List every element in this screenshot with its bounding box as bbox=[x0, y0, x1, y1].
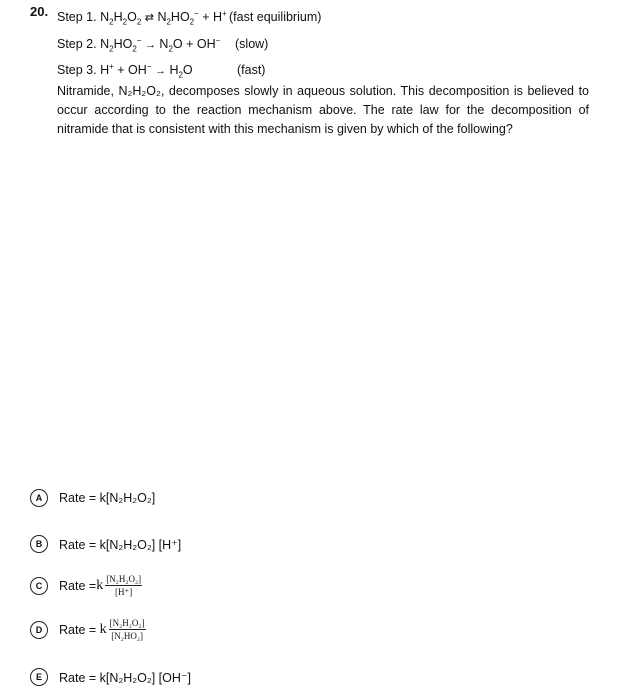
choice-letter-circle[interactable]: B bbox=[30, 535, 48, 553]
choice-letter-circle[interactable]: D bbox=[30, 621, 48, 639]
choice-text: Rate = k[N₂H₂O₂] bbox=[59, 491, 156, 505]
choice-text: Rate = k[N₂H₂O₂] [H⁺] bbox=[59, 537, 182, 552]
choice-text: Rate = k[N₂H₂O₂] [OH⁻] bbox=[59, 670, 191, 685]
choice-letter-circle[interactable]: C bbox=[30, 577, 48, 595]
mechanism-step-2 bbox=[57, 35, 221, 54]
rate-constant: k bbox=[99, 621, 107, 637]
fraction-denominator: [N₂HO₂] bbox=[111, 631, 143, 641]
step-equation: $N_2H_2O_2$ ⇄ $N_2HO_2^- + H^+$ bbox=[100, 8, 227, 27]
rate-constant: k bbox=[96, 578, 104, 593]
choice-letter-circle[interactable]: E bbox=[30, 668, 48, 686]
question-text: Nitramide, N₂H₂O₂, decomposes slowly in aqueous solution. This decomposition is believed to occur according to the reaction mechanism above. The rate law for the decomposition of nitramide that is consistent with this mechanism is given by which of the following? bbox=[57, 84, 589, 136]
step-3-note: (fast) bbox=[237, 63, 266, 77]
step-label: Step 2. bbox=[57, 37, 97, 51]
step-2-note: (slow) bbox=[235, 37, 269, 51]
step-label: Step 3. bbox=[57, 63, 97, 77]
mechanism-step-1 bbox=[57, 8, 227, 27]
choice-b[interactable] bbox=[30, 535, 181, 553]
choice-e[interactable] bbox=[30, 668, 191, 686]
fraction-numerator: [N₂H₂O₂] bbox=[106, 574, 142, 584]
step-equation: $N_2HO_2^- \to N_2O + OH^-$ bbox=[100, 35, 221, 54]
mechanism-step-3 bbox=[57, 61, 193, 80]
choice-letter-circle[interactable]: A bbox=[30, 489, 48, 507]
question-number: 20. bbox=[30, 4, 49, 19]
step-label: Step 1. bbox=[57, 10, 97, 24]
choice-text: Rate = bbox=[59, 579, 97, 593]
choice-d[interactable] bbox=[30, 618, 146, 641]
fraction bbox=[109, 618, 146, 641]
fraction-numerator: [N₂H₂O₂] bbox=[109, 618, 145, 628]
choice-text: Rate = bbox=[59, 622, 100, 637]
fraction bbox=[105, 574, 142, 598]
step-1-note: (fast equilibrium) bbox=[229, 10, 322, 24]
choice-c[interactable] bbox=[30, 574, 142, 598]
step-equation: $H^+ + OH^- \to H_2O$ bbox=[100, 61, 193, 80]
fraction-denominator: [H⁺] bbox=[115, 587, 133, 597]
choice-a[interactable] bbox=[30, 489, 155, 507]
